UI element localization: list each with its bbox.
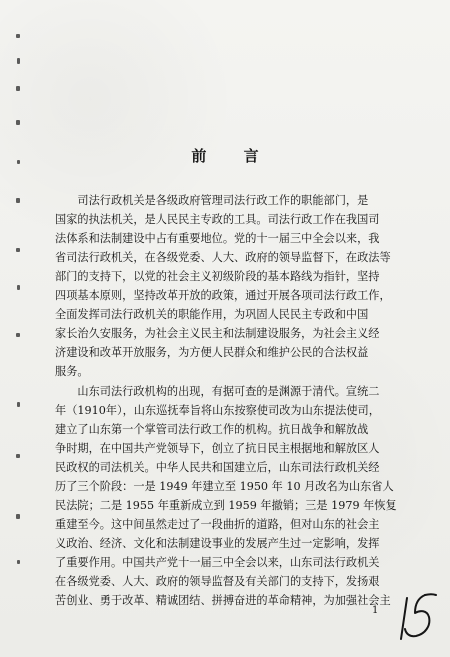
binding-mark xyxy=(16,248,20,252)
text-line: 历了三个阶段：一是 1949 年建立至 1950 年 10 月改名为山东省人 xyxy=(55,480,394,493)
text-line: 年（1910年），山东巡抚奉旨将山东按察使司改为山东提法使司， xyxy=(55,404,380,417)
text-line: 重建至今。这中间虽然走过了一段曲折的道路，但对山东的社会主 xyxy=(55,518,380,531)
binding-mark xyxy=(17,560,20,564)
binding-mark xyxy=(17,285,20,290)
binding-mark xyxy=(16,34,20,38)
text-line: 争时期，在中国共产党领导下，创立了抗日民主根据地和解放区人 xyxy=(55,442,380,455)
text-line: 部门的支持下，以党的社会主义初级阶段的基本路线为指针，坚持 xyxy=(55,270,380,283)
text-line: 全面发挥司法行政机关的职能作用，为巩固人民民主专政和中国 xyxy=(55,308,369,321)
text-line: 四项基本原则，坚持改革开放的政策，通过开展各项司法行政工作， xyxy=(55,289,391,302)
text-line: 法体系和法制建设中占有重要地位。党的十一届三中全会以来，我 xyxy=(55,232,380,245)
binding-mark xyxy=(16,120,20,125)
binding-mark xyxy=(16,198,20,203)
text-line: 省司法行政机关，在各级党委、人大、政府的领导监督下，在政法等 xyxy=(55,251,391,264)
text-line: 司法行政机关是各级政府管理司法行政工作的职能部门，是 xyxy=(55,194,369,207)
page-number: 1 xyxy=(372,605,379,616)
binding-mark xyxy=(16,333,20,337)
text-line: 民政权的司法机关。中华人民共和国建立后，山东司法行政机关经 xyxy=(55,461,380,474)
text-line: 家长治久安服务，为社会主义民主和法制建设服务，为社会主义经 xyxy=(55,327,380,340)
text-line: 山东司法行政机构的出现，有据可查的是渊源于清代。宣统二 xyxy=(55,385,380,398)
binding-mark xyxy=(17,58,20,64)
text-line: 了重要作用。中国共产党十一届三中全会以来，山东司法行政机关 xyxy=(55,556,380,569)
text-line: 在各级党委、人大、政府的领导监督及有关部门的支持下，发扬艰 xyxy=(55,575,380,588)
text-line: 国家的执法机关，是人民民主专政的工具。司法行政工作在我国司 xyxy=(55,213,380,226)
text-line: 义政治、经济、文化和法制建设事业的发展产生过一定影响，发挥 xyxy=(55,537,380,550)
text-line: 服务。 xyxy=(55,365,89,378)
handwritten-page-number xyxy=(398,590,438,645)
binding-mark xyxy=(16,86,20,91)
binding-mark xyxy=(17,402,20,407)
text-line: 苦创业、勇于改革、精诚团结、拼搏奋进的革命精神，为加强社会主 xyxy=(55,594,391,607)
text-line: 济建设和改革开放服务，为方便人民群众和维护公民的合法权益 xyxy=(55,346,369,359)
preface-paragraph-1 xyxy=(55,191,406,381)
binding-mark xyxy=(16,514,20,519)
binding-mark xyxy=(16,454,20,458)
text-line: 建立了山东第一个掌管司法行政工作的机构。抗日战争和解放战 xyxy=(55,423,369,436)
text-line: 民法院；二是 1955 年重新成立到 1959 年撤销；三是 1979 年恢复 xyxy=(55,499,397,512)
binding-marks xyxy=(0,0,28,657)
page-title: 前 言 xyxy=(191,147,275,165)
preface-paragraph-2 xyxy=(55,382,406,610)
